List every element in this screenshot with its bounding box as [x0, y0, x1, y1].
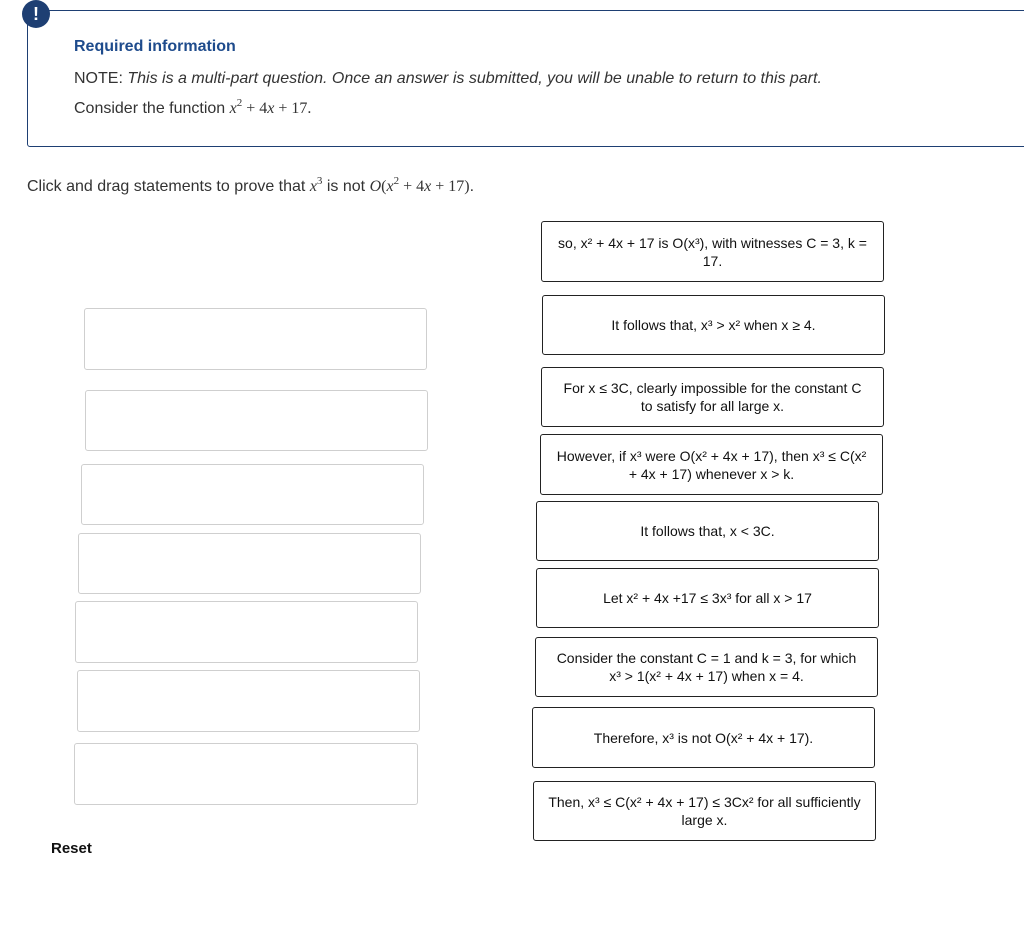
drop-slot-6[interactable] — [77, 670, 420, 732]
instruction-expr-x3: $x^3$ — [309, 175, 323, 195]
alert-icon: ! — [22, 0, 50, 28]
info-consider — [74, 97, 311, 118]
statement-card-5[interactable]: It follows that, x < 3C. — [536, 501, 879, 561]
statement-card-1[interactable]: so, x² + 4x + 17 is O(x³), with witnesses C = 3, k = 17. — [541, 221, 884, 282]
note-text: This is a multi-part question. Once an answer is submitted, you will be unable to return to this part. — [127, 70, 822, 87]
instruction-suffix: . — [469, 178, 475, 195]
statement-card-9[interactable]: Then, x³ ≤ C(x² + 4x + 17) ≤ 3Cx² for all sufficiently large x. — [533, 781, 876, 841]
info-title: Required information — [74, 38, 236, 55]
instruction-prefix: Click and drag statements to prove that — [27, 178, 310, 195]
drop-slot-5[interactable] — [75, 601, 418, 663]
drop-slot-4[interactable] — [78, 533, 421, 594]
drop-slot-7[interactable] — [74, 743, 418, 805]
statement-card-6[interactable]: Let x² + 4x +17 ≤ 3x³ for all x > 17 — [536, 568, 879, 628]
statement-card-2[interactable]: It follows that, x³ > x² when x ≥ 4. — [542, 295, 885, 355]
reset-button[interactable]: Reset — [51, 840, 92, 857]
info-note — [74, 70, 822, 88]
drop-slot-2[interactable] — [85, 390, 428, 451]
drop-slot-3[interactable] — [81, 464, 424, 525]
consider-prefix: Consider the function — [74, 100, 230, 117]
drop-slot-1[interactable] — [84, 308, 427, 370]
instruction-mid: is not — [322, 178, 370, 195]
instruction-expr-big-o: $O(x^2 + 4x + 17)$ — [369, 175, 470, 195]
function-expression: $x^2 + 4x + 17$. — [229, 97, 312, 117]
statement-card-4[interactable]: However, if x³ were O(x² + 4x + 17), then x³ ≤ C(x² + 4x + 17) whenever x > k. — [540, 434, 883, 495]
instruction-text — [27, 175, 474, 196]
statement-card-8[interactable]: Therefore, x³ is not O(x² + 4x + 17). — [532, 707, 875, 768]
note-label: NOTE: — [74, 70, 123, 87]
statement-card-3[interactable]: For x ≤ 3C, clearly impossible for the constant C to satisfy for all large x. — [541, 367, 884, 427]
statement-card-7[interactable]: Consider the constant C = 1 and k = 3, for which x³ > 1(x² + 4x + 17) when x = 4. — [535, 637, 878, 697]
